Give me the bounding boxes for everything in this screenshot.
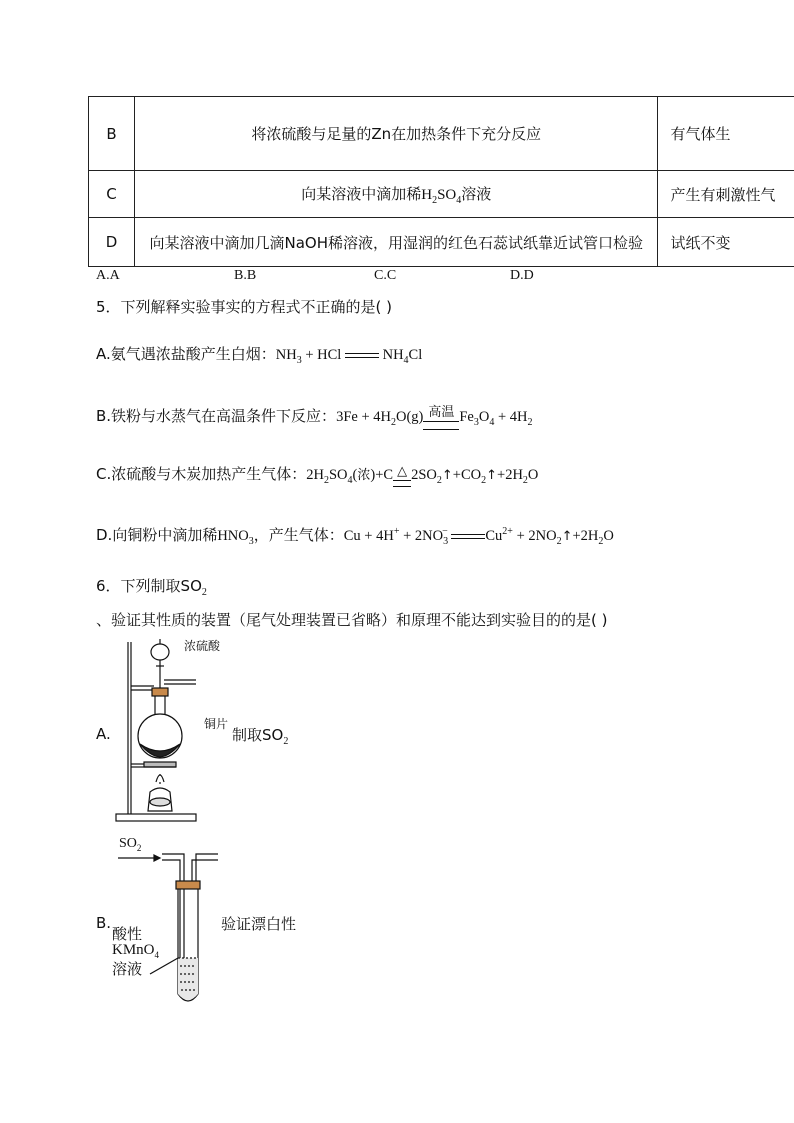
table-row (89, 97, 794, 171)
table-row (89, 218, 794, 267)
option-b: B.B (234, 268, 257, 283)
operation-cell: 向某溶液中滴加稀$H_2SO_4$溶液 (135, 171, 658, 218)
q5-option-d: D.向铜粉中滴加稀$HNO_3$，产生气体：$Cu + 4H^+ + 2NO_3^-$ $Cu^{2+}$ + $2NO_2↑+2H_2O$ (96, 526, 614, 547)
q5-option-c: C.浓硫酸与木炭加热产生气体：$2H_2SO_4$(浓)+C △ $2SO_2↑+CO_2↑+2H_2O$ (96, 463, 539, 486)
q6-stem-line2: 、验证其性质的装置（尾气处理装置已省略）和原理不能达到实验目的的是( ) (96, 611, 608, 629)
option-cell: B (89, 97, 135, 171)
option-cell: D (89, 218, 135, 267)
option-c: C.C (374, 268, 397, 283)
option-d: D.D (510, 268, 534, 283)
q5-stem: 5．下列解释实验事实的方程式不正确的是( ) (96, 298, 393, 316)
apparatus-b-diagram (110, 846, 225, 1011)
q6-a-caption: 制取$SO_2$ (232, 726, 289, 747)
table-row (89, 171, 794, 218)
q6-b-letter: B. (96, 914, 112, 932)
experiment-table (88, 96, 794, 267)
operation-cell: 将浓硫酸与足量的Zn在加热条件下充分反应 (135, 97, 658, 171)
q6-b-caption: 验证漂白性 (221, 915, 297, 933)
q6-a-letter: A. (96, 725, 111, 743)
label-kmno4-solution: 酸性 KMnO$_4$ 溶液 (112, 927, 160, 978)
apparatus-a-diagram (110, 636, 220, 826)
label-copper: 铜片 (204, 717, 229, 731)
phenomenon-cell: 产生有刺激性气 (658, 171, 794, 218)
q6-stem-line1: 6．下列制取$SO_2$ (96, 577, 207, 598)
phenomenon-cell: 有气体生 (658, 97, 794, 171)
q5-option-a: A.氨气遇浓盐酸产生白烟：$NH_3$ + HCl $NH_4Cl$ (96, 345, 423, 366)
operation-cell: 向某溶液中滴加几滴NaOH稀溶液，用湿润的红色石蕊试纸靠近试管口检验 (135, 218, 658, 267)
q5-option-b: B.铁粉与水蒸气在高温条件下反应：$3Fe + 4H_2O(g)$ 高温 $Fe_3O_4 + 4H_2$ (96, 404, 533, 428)
label-conc-acid: 浓硫酸 (184, 639, 221, 653)
phenomenon-cell: 试纸不变 (658, 218, 794, 267)
option-cell: C (89, 171, 135, 218)
label-so2: $SO_2$ (119, 836, 142, 853)
option-a: A.A (96, 268, 120, 283)
